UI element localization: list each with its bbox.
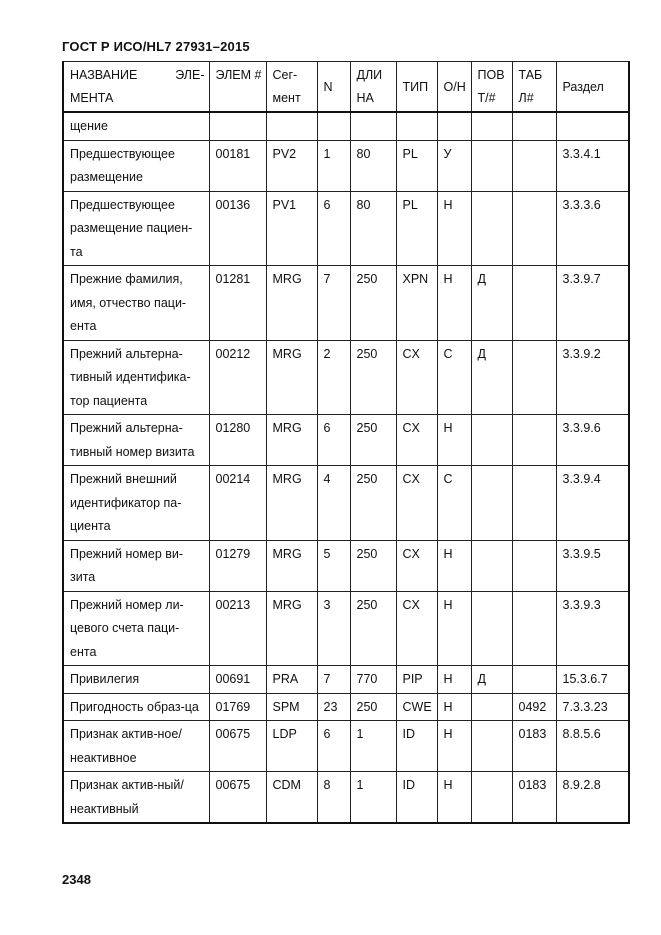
cell-optionality: Н xyxy=(437,591,471,666)
table-row xyxy=(63,693,629,721)
cell-n: 6 xyxy=(317,415,350,466)
cell-table-no xyxy=(512,591,556,666)
cell-name: Прежний номер ли-цевого счета паци-ента xyxy=(63,591,209,666)
cell-segment: CDM xyxy=(266,772,317,824)
cell-section: 8.8.5.6 xyxy=(556,721,629,772)
cell-length: 250 xyxy=(350,266,396,341)
cell-table-no: 0492 xyxy=(512,693,556,721)
cell-type: PIP xyxy=(396,666,437,694)
column-header-optionality: О/Н xyxy=(437,62,471,113)
table-row xyxy=(63,112,629,140)
column-header-type: ТИП xyxy=(396,62,437,113)
column-header-section: Раздел xyxy=(556,62,629,113)
cell-elem: 01280 xyxy=(209,415,266,466)
cell-optionality: Н xyxy=(437,266,471,341)
cell-section: 3.3.9.5 xyxy=(556,540,629,591)
cell-table-no xyxy=(512,191,556,266)
table-row xyxy=(63,666,629,694)
cell-elem: 00212 xyxy=(209,340,266,415)
cell-section: 15.3.6.7 xyxy=(556,666,629,694)
cell-n: 5 xyxy=(317,540,350,591)
cell-n: 23 xyxy=(317,693,350,721)
table-row xyxy=(63,191,629,266)
cell-repeat xyxy=(471,693,512,721)
cell-elem: 00675 xyxy=(209,772,266,824)
table-row xyxy=(63,721,629,772)
cell-repeat xyxy=(471,772,512,824)
column-header-n: N xyxy=(317,62,350,113)
cell-optionality: С xyxy=(437,340,471,415)
cell-segment: PV2 xyxy=(266,140,317,191)
column-header-length: ДЛИ НА xyxy=(350,62,396,113)
column-header-repeat: ПОВ Т/# xyxy=(471,62,512,113)
cell-length: 1 xyxy=(350,721,396,772)
cell-table-no xyxy=(512,112,556,140)
cell-section: 3.3.3.6 xyxy=(556,191,629,266)
cell-name: Пригодность образ-ца xyxy=(63,693,209,721)
cell-n: 1 xyxy=(317,140,350,191)
cell-elem: 00136 xyxy=(209,191,266,266)
cell-elem: 01281 xyxy=(209,266,266,341)
cell-type: CX xyxy=(396,340,437,415)
cell-repeat: Д xyxy=(471,266,512,341)
cell-table-no: 0183 xyxy=(512,721,556,772)
table-row xyxy=(63,772,629,824)
cell-section: 3.3.9.7 xyxy=(556,266,629,341)
cell-section: 3.3.9.6 xyxy=(556,415,629,466)
cell-table-no xyxy=(512,415,556,466)
cell-type: CX xyxy=(396,415,437,466)
cell-repeat: Д xyxy=(471,666,512,694)
cell-length xyxy=(350,112,396,140)
cell-repeat xyxy=(471,591,512,666)
table-header-row xyxy=(63,62,629,113)
cell-name: Прежние фамилия, имя, отчество паци-ента xyxy=(63,266,209,341)
table-row xyxy=(63,340,629,415)
cell-segment xyxy=(266,112,317,140)
cell-n: 8 xyxy=(317,772,350,824)
cell-repeat xyxy=(471,721,512,772)
cell-optionality: Н xyxy=(437,415,471,466)
column-header-elem: ЭЛЕМ # xyxy=(209,62,266,113)
cell-segment: MRG xyxy=(266,340,317,415)
cell-segment: MRG xyxy=(266,266,317,341)
cell-type: XPN xyxy=(396,266,437,341)
table-row xyxy=(63,266,629,341)
table-row xyxy=(63,415,629,466)
cell-n: 2 xyxy=(317,340,350,415)
cell-table-no xyxy=(512,140,556,191)
cell-section: 3.3.9.4 xyxy=(556,466,629,541)
cell-segment: PV1 xyxy=(266,191,317,266)
cell-length: 80 xyxy=(350,191,396,266)
cell-segment: MRG xyxy=(266,540,317,591)
cell-name: Предшествующее размещение xyxy=(63,140,209,191)
cell-optionality xyxy=(437,112,471,140)
cell-type: ID xyxy=(396,721,437,772)
cell-optionality: Н xyxy=(437,772,471,824)
cell-table-no xyxy=(512,266,556,341)
document-header: ГОСТ Р ИСО/HL7 27931–2015 xyxy=(62,39,250,54)
cell-n: 7 xyxy=(317,666,350,694)
cell-table-no xyxy=(512,466,556,541)
cell-repeat xyxy=(471,112,512,140)
cell-length: 250 xyxy=(350,540,396,591)
cell-elem: 00214 xyxy=(209,466,266,541)
cell-name: Признак актив-ное/неактивное xyxy=(63,721,209,772)
table-row xyxy=(63,540,629,591)
cell-section: 3.3.9.3 xyxy=(556,591,629,666)
column-header-segment: Сег-мент xyxy=(266,62,317,113)
cell-length: 250 xyxy=(350,591,396,666)
cell-name: щение xyxy=(63,112,209,140)
cell-table-no xyxy=(512,666,556,694)
cell-n: 7 xyxy=(317,266,350,341)
cell-n: 3 xyxy=(317,591,350,666)
cell-type: CX xyxy=(396,466,437,541)
cell-repeat xyxy=(471,540,512,591)
cell-optionality: Н xyxy=(437,721,471,772)
cell-repeat xyxy=(471,466,512,541)
cell-length: 250 xyxy=(350,415,396,466)
table-row xyxy=(63,140,629,191)
cell-repeat: Д xyxy=(471,340,512,415)
table-row xyxy=(63,591,629,666)
cell-segment: MRG xyxy=(266,466,317,541)
cell-elem: 00181 xyxy=(209,140,266,191)
cell-section: 7.3.3.23 xyxy=(556,693,629,721)
cell-name: Предшествующее размещение пациен-та xyxy=(63,191,209,266)
cell-length: 80 xyxy=(350,140,396,191)
cell-type: CX xyxy=(396,591,437,666)
cell-name: Прежний альтерна-тивный идентифика-тор пациента xyxy=(63,340,209,415)
cell-optionality: У xyxy=(437,140,471,191)
cell-type xyxy=(396,112,437,140)
cell-repeat xyxy=(471,140,512,191)
cell-length: 250 xyxy=(350,466,396,541)
cell-segment: PRA xyxy=(266,666,317,694)
cell-type: PL xyxy=(396,140,437,191)
cell-section: 3.3.4.1 xyxy=(556,140,629,191)
cell-section xyxy=(556,112,629,140)
column-header-name: НАЗВАНИЕ ЭЛЕ-МЕНТА xyxy=(63,62,209,113)
cell-repeat xyxy=(471,191,512,266)
cell-name: Прежний внешний идентификатор па-циента xyxy=(63,466,209,541)
cell-length: 770 xyxy=(350,666,396,694)
cell-type: CX xyxy=(396,540,437,591)
cell-n: 6 xyxy=(317,191,350,266)
cell-length: 250 xyxy=(350,693,396,721)
cell-type: CWE xyxy=(396,693,437,721)
cell-optionality: Н xyxy=(437,693,471,721)
cell-section: 3.3.9.2 xyxy=(556,340,629,415)
cell-segment: MRG xyxy=(266,415,317,466)
cell-table-no xyxy=(512,340,556,415)
page-number: 2348 xyxy=(62,872,91,887)
cell-optionality: Н xyxy=(437,540,471,591)
cell-elem: 00691 xyxy=(209,666,266,694)
cell-n xyxy=(317,112,350,140)
cell-table-no: 0183 xyxy=(512,772,556,824)
cell-section: 8.9.2.8 xyxy=(556,772,629,824)
cell-name: Признак актив-ный/неактивный xyxy=(63,772,209,824)
cell-segment: LDP xyxy=(266,721,317,772)
cell-n: 4 xyxy=(317,466,350,541)
cell-length: 1 xyxy=(350,772,396,824)
cell-optionality: Н xyxy=(437,191,471,266)
cell-elem: 01769 xyxy=(209,693,266,721)
table-row xyxy=(63,466,629,541)
cell-name: Прежний альтерна-тивный номер визита xyxy=(63,415,209,466)
cell-segment: MRG xyxy=(266,591,317,666)
cell-type: PL xyxy=(396,191,437,266)
elements-table xyxy=(62,61,630,824)
cell-length: 250 xyxy=(350,340,396,415)
cell-name: Прежний номер ви-зита xyxy=(63,540,209,591)
cell-repeat xyxy=(471,415,512,466)
cell-table-no xyxy=(512,540,556,591)
cell-n: 6 xyxy=(317,721,350,772)
cell-elem: 01279 xyxy=(209,540,266,591)
cell-elem xyxy=(209,112,266,140)
cell-optionality: С xyxy=(437,466,471,541)
column-header-table-no: ТАБ Л# xyxy=(512,62,556,113)
cell-optionality: Н xyxy=(437,666,471,694)
cell-elem: 00213 xyxy=(209,591,266,666)
cell-segment: SPM xyxy=(266,693,317,721)
cell-elem: 00675 xyxy=(209,721,266,772)
cell-name: Привилегия xyxy=(63,666,209,694)
cell-type: ID xyxy=(396,772,437,824)
